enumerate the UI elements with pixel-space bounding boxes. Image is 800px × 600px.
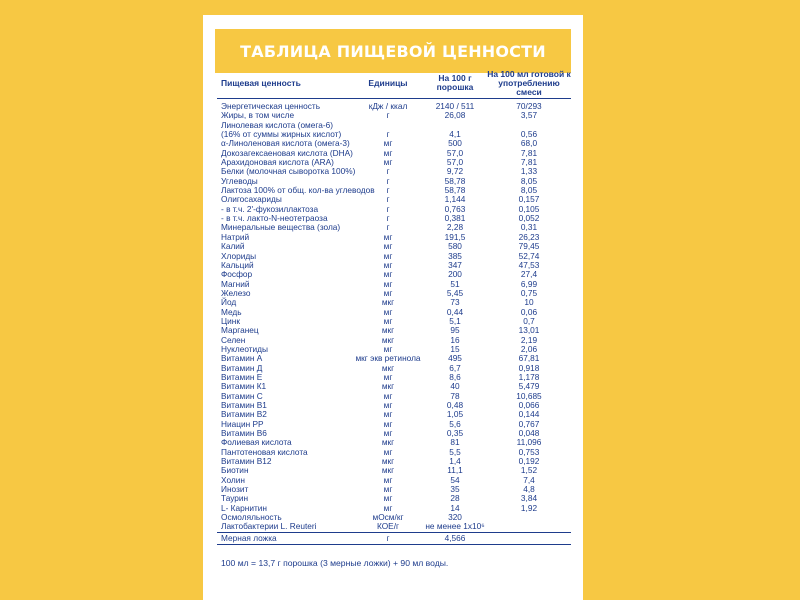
row-name: Биотин (221, 465, 249, 476)
row-per100g: 0,763 (444, 203, 466, 214)
row-unit: мкг (381, 362, 395, 373)
row-name: Медь (221, 306, 242, 317)
row-unit: мг (383, 502, 393, 513)
col-header-name: Пищевая ценность (221, 77, 301, 88)
row-unit: мг (383, 157, 393, 168)
row-name: Витамин В2 (221, 409, 267, 420)
row-per100ml: 1,92 (520, 502, 538, 513)
row-per100ml: 0,918 (518, 362, 540, 373)
row-unit: мг (383, 147, 393, 158)
row-per100ml: 0,767 (518, 418, 540, 429)
row-name: Кальций (221, 259, 254, 270)
row-per100ml: 26,23 (518, 231, 540, 242)
row-unit: мг (383, 446, 393, 457)
row-per100ml (487, 513, 571, 522)
row-per100g: 0,48 (446, 400, 464, 410)
spoon-value: 4,566 (444, 532, 466, 543)
row-per100ml: 0,06 (520, 306, 538, 317)
row-name: Нуклеотиды (221, 343, 268, 354)
row-per100g: 2,28 (446, 222, 464, 233)
row-per100ml: 0,75 (520, 287, 538, 298)
row-per100g: 14 (450, 502, 460, 513)
row-name: Витамин А (221, 353, 263, 364)
row-per100ml: 10,685 (516, 390, 542, 401)
row-name: Магний (221, 278, 250, 289)
row-per100ml: 79,45 (518, 241, 540, 252)
table-row (217, 364, 571, 373)
row-name: Таурин (221, 493, 249, 504)
row-per100g: 495 (448, 353, 462, 364)
row-unit: мкг (381, 334, 395, 345)
row-name: Селен (221, 334, 246, 345)
row-unit: мкг (381, 325, 395, 336)
row-per100ml: 68,0 (520, 138, 538, 149)
row-name: Марганец (221, 325, 259, 336)
row-name: Натрий (221, 231, 250, 242)
row-name: Цинк (221, 315, 240, 326)
table-row (217, 308, 571, 317)
row-name: Белки (молочная сыворотка 100%) (221, 166, 356, 177)
row-per100ml: 0,066 (518, 400, 540, 410)
row-per100g: 6,7 (449, 362, 461, 373)
col-header-unit: Единицы (368, 77, 408, 88)
row-unit: мкг (381, 381, 395, 392)
row-per100ml: 6,99 (520, 278, 538, 289)
row-unit: мкг (381, 297, 395, 308)
row-unit: г (386, 194, 390, 205)
table-row (217, 336, 571, 345)
row-per100ml: 0,7 (523, 315, 535, 326)
spoon-ml (487, 533, 571, 544)
row-per100g: 0,381 (444, 213, 466, 224)
row-unit: кДж / ккал (368, 101, 408, 111)
spoon-unit: г (386, 532, 390, 543)
row-name: Витамин Д (221, 362, 263, 373)
row-unit: мкг (381, 456, 395, 467)
row-unit: г (386, 129, 390, 140)
row-per100ml: 0,753 (518, 446, 540, 457)
row-name: Витамин С (221, 390, 263, 401)
row-per100g: 95 (450, 325, 460, 336)
row-name: Арахидоновая кислота (ARA) (221, 157, 334, 168)
title-banner (215, 29, 571, 73)
table-row (217, 420, 571, 429)
row-per100g: не менее 1x10⁶ (425, 521, 485, 532)
row-per100g: 580 (448, 241, 462, 252)
row-name: Калий (221, 241, 245, 252)
spoon-row (217, 533, 571, 545)
row-unit: г (386, 175, 390, 186)
row-per100g: 81 (450, 437, 460, 448)
row-unit: мг (383, 278, 393, 289)
row-per100ml: 0,56 (520, 129, 538, 140)
row-per100g: 8,6 (449, 371, 461, 382)
row-per100g: 2140 / 511 (435, 101, 475, 111)
row-name: Углеводы (221, 175, 258, 186)
table-row (217, 373, 571, 382)
table-row (217, 457, 571, 466)
row-per100g: 11,1 (447, 465, 463, 476)
row-per100g: 9,72 (446, 166, 464, 177)
row-per100ml: 7,81 (520, 157, 538, 168)
row-per100g: 57,0 (446, 157, 464, 168)
row-unit: мг (383, 418, 393, 429)
footnote: 100 мл = 13,7 г порошка (3 мерные ложки) + 90 мл воды. (221, 558, 449, 568)
row-per100g: 58,78 (444, 175, 466, 186)
table-row (217, 494, 571, 503)
row-unit: г (386, 110, 390, 121)
row-name: Витамин К1 (221, 381, 267, 392)
row-unit: мг (383, 269, 393, 280)
row-name: L- Карнитин (221, 502, 267, 513)
row-per100g: 0,44 (446, 306, 464, 317)
col-header-per100ml: На 100 мл готовой к употреблению смеси (487, 68, 571, 97)
row-per100ml: 5,479 (518, 381, 540, 392)
row-per100ml (487, 522, 571, 531)
row-unit: мг (383, 484, 393, 495)
table-row (217, 261, 571, 270)
table-row (217, 167, 571, 176)
row-per100g: 1,05 (446, 409, 464, 420)
row-unit: г (386, 203, 390, 214)
row-per100ml: 1,52 (520, 465, 538, 476)
row-per100g: 500 (448, 138, 462, 149)
row-unit: мг (383, 231, 393, 242)
row-unit: мг (383, 306, 393, 317)
row-per100ml: 70/293 (516, 101, 542, 111)
row-per100ml: 0,31 (520, 222, 538, 233)
row-per100g: 347 (448, 259, 462, 270)
row-name: Докозагексаеновая кислота (DHA) (221, 147, 353, 158)
row-unit: мг (383, 474, 393, 485)
row-per100g: 54 (450, 474, 460, 485)
row-name: Фолиевая кислота (221, 437, 292, 448)
row-name: Йод (221, 297, 237, 308)
table-body (217, 99, 571, 533)
row-per100ml: 2,06 (520, 343, 538, 354)
row-name: Витамин В6 (221, 428, 267, 439)
row-per100ml: 0,192 (518, 456, 540, 467)
row-per100ml: 1,33 (520, 166, 538, 177)
table-row (217, 466, 571, 475)
page-title: ТАБЛИЦА ПИЩЕВОЙ ЦЕННОСТИ (240, 41, 546, 61)
row-per100g: 35 (450, 484, 460, 495)
table-row (217, 401, 571, 410)
row-per100ml: 4,8 (523, 484, 535, 495)
row-name: (16% от суммы жирных кислот) (221, 129, 342, 140)
row-name: Железо (221, 287, 251, 298)
row-name: Пантотеновая кислота (221, 446, 308, 457)
row-unit: мОсм/кг (372, 512, 404, 523)
row-per100ml: 7,81 (520, 147, 538, 158)
row-unit: г (386, 222, 390, 233)
row-name: Жиры, в том числе (221, 110, 295, 121)
table-row (217, 298, 571, 307)
row-per100g: 1,4 (449, 456, 461, 467)
table-row (217, 354, 571, 363)
row-per100ml: 8,05 (520, 185, 538, 196)
row-name: Энергетическая ценность (221, 101, 321, 111)
table-row (217, 223, 571, 232)
row-name: α-Линоленовая кислота (омега-3) (221, 138, 350, 149)
row-per100g: 1,144 (444, 194, 466, 205)
row-unit: г (386, 213, 390, 224)
row-unit: КОЕ/г (376, 521, 400, 532)
row-name: Лактоза 100% от общ. кол-ва углеводов (221, 185, 375, 196)
row-per100g: 26,08 (444, 110, 466, 121)
row-name: Холин (221, 474, 245, 485)
row-per100g: 78 (450, 390, 460, 401)
row-per100ml: 27,4 (520, 269, 538, 280)
row-per100g: 57,0 (446, 147, 464, 158)
row-unit: мг (383, 259, 393, 270)
row-unit: мг (383, 371, 393, 382)
row-unit: мг (383, 343, 393, 354)
table-row (217, 392, 571, 401)
table-header (217, 68, 571, 99)
row-per100g: 5,45 (446, 287, 464, 298)
table-row (217, 326, 571, 335)
table-row (217, 485, 571, 494)
row-name: - в т.ч. лакто-N-неотетраоза (221, 213, 328, 224)
row-name: Осмоляльность (221, 512, 282, 523)
row-per100ml: 47,53 (518, 259, 540, 270)
row-name: Хлориды (221, 250, 257, 261)
row-unit: мг (383, 409, 393, 420)
row-unit: мкг экв ретинола (355, 353, 421, 364)
row-per100ml: 2,19 (520, 334, 538, 345)
table-row (217, 252, 571, 261)
row-per100ml: 67,81 (518, 353, 540, 364)
row-unit: мг (383, 400, 393, 410)
row-per100g: 0,35 (446, 428, 464, 439)
table-row (217, 476, 571, 485)
row-per100ml: 0,048 (518, 428, 540, 439)
row-unit: мг (383, 315, 393, 326)
row-per100g: 5,1 (449, 315, 461, 326)
row-name: - в т.ч. 2'-фукозиллактоза (221, 203, 319, 214)
row-per100ml: 11,096 (516, 437, 542, 448)
row-unit: мг (383, 390, 393, 401)
row-unit: мг (383, 428, 393, 439)
row-unit: мг (383, 241, 393, 252)
row-per100g: 385 (448, 250, 462, 261)
table-row (217, 317, 571, 326)
row-unit: г (386, 185, 390, 196)
row-name: Витамин В12 (221, 456, 272, 467)
row-unit: мкг (381, 437, 395, 448)
table-row (217, 280, 571, 289)
row-unit: мг (383, 138, 393, 149)
row-per100ml: 10 (524, 297, 534, 308)
row-per100ml: 3,84 (520, 493, 538, 504)
row-unit: мг (383, 287, 393, 298)
row-per100ml: 1,178 (518, 371, 540, 382)
row-unit: г (386, 166, 390, 177)
row-name: Минеральные вещества (зола) (221, 222, 341, 233)
row-name: Фосфор (221, 269, 253, 280)
row-per100g: 200 (448, 269, 462, 280)
row-name: Олигосахариды (221, 194, 282, 205)
row-per100g: 5,6 (449, 418, 461, 429)
row-name: Линолевая кислота (омега-6) (221, 119, 333, 130)
row-per100g: 58,78 (444, 185, 466, 196)
nutrition-card (203, 15, 583, 600)
row-per100ml: 8,05 (520, 175, 538, 186)
row-per100g: 73 (450, 297, 460, 308)
row-name: Лактобактерии L. Reuteri (221, 521, 317, 532)
row-per100g: 320 (448, 512, 462, 523)
row-per100g: 16 (450, 334, 460, 345)
table-row (217, 233, 571, 242)
row-per100ml: 7,4 (523, 474, 535, 485)
table-row (217, 242, 571, 251)
row-per100g: 15 (450, 343, 460, 354)
table-row (217, 289, 571, 298)
row-per100g: 28 (450, 493, 460, 504)
row-per100ml: 0,105 (518, 203, 540, 214)
table-row (217, 270, 571, 279)
row-per100g: 40 (450, 381, 460, 392)
row-name: Ниацин РР (221, 418, 264, 429)
table-row (217, 522, 571, 532)
row-per100ml: 0,052 (518, 213, 540, 224)
row-per100ml: 3,57 (520, 110, 538, 121)
table-row (217, 410, 571, 419)
row-per100g: 5,5 (449, 446, 461, 457)
spoon-name: Мерная ложка (221, 532, 277, 543)
row-per100ml: 52,74 (518, 250, 540, 261)
row-per100g: 191,5 (444, 231, 466, 242)
nutrition-table (217, 68, 571, 545)
row-unit: мкг (381, 465, 395, 476)
row-name: Витамин Е (221, 371, 263, 382)
row-unit: мг (383, 250, 393, 261)
row-name: Инозит (221, 484, 249, 495)
row-unit: мг (383, 493, 393, 504)
row-per100ml: 0,144 (518, 409, 540, 420)
row-per100g: 51 (450, 278, 460, 289)
row-per100ml: 0,157 (518, 194, 540, 205)
row-name: Витамин В1 (221, 400, 267, 410)
col-header-per100g: На 100 г порошка (436, 73, 474, 92)
row-per100ml: 13,01 (518, 325, 540, 336)
row-per100g: 4,1 (449, 129, 461, 140)
